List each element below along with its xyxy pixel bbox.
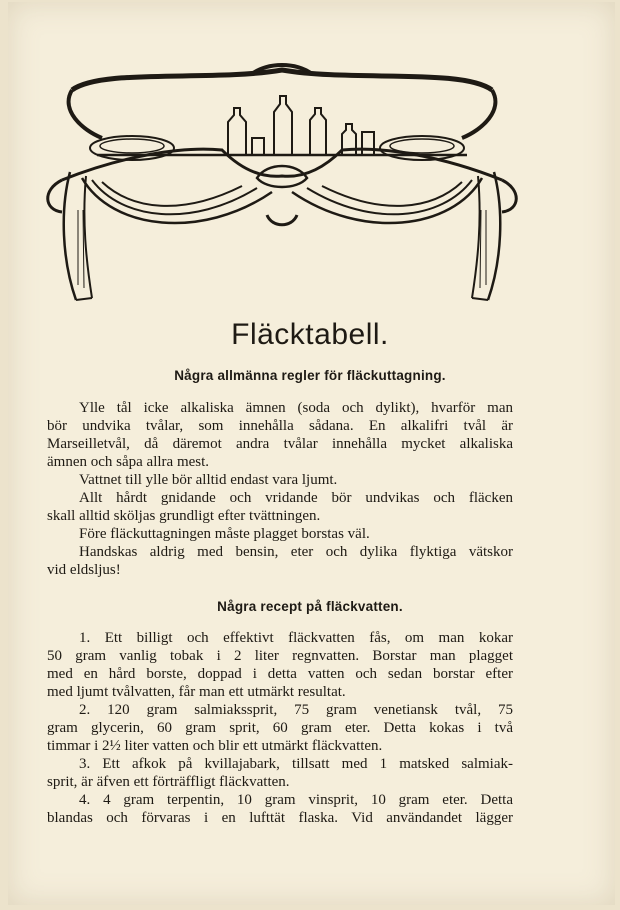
text-line: blandas och förvaras i en lufttät flaska. Vid användandet lägger <box>47 810 513 826</box>
text-line: Före fläckuttagningen måste plagget borstas väl. <box>79 526 370 542</box>
text-line: Allt hårdt gnidande och vridande bör undvikas och fläcken <box>79 490 513 506</box>
text-line: 50 gram vanlig tobak i 2 liter regnvatten. Borstar man plagget <box>47 648 513 664</box>
page-title: Fläcktabell. <box>231 318 389 351</box>
text-line: ämnen och såpa allra mest. <box>47 454 210 470</box>
text-line: Handskas aldrig med bensin, eter och dylika flyktiga vätskor <box>79 544 513 560</box>
text-line: Marseilletvål, då däremot andra tvålar innehålla mycket alkaliska <box>47 436 513 452</box>
section-heading-recipes: Några recept på fläckvatten. <box>217 599 403 614</box>
text-line: 3. Ett afkok på kvillajabark, tillsatt med 1 matsked salmiak- <box>79 756 513 772</box>
text-line: vid eldsljus! <box>47 562 121 578</box>
washstand-vignette-illustration <box>42 60 522 310</box>
text-line: Ylle tål icke alkaliska ämnen (soda och dylikt), hvarför man <box>79 400 513 416</box>
text-line: 2. 120 gram salmiakssprit, 75 gram venetiansk tvål, 75 <box>79 702 513 718</box>
text-line: skall alltid sköljas grundligt efter tvättningen. <box>47 508 321 524</box>
text-line: sprit, är äfven ett förträffligt fläckvatten. <box>47 774 290 790</box>
text-line: gram glycerin, 60 gram sprit, 60 gram eter. Detta kokas i två <box>47 720 513 736</box>
text-line: 1. Ett billigt och effektivt fläckvatten fås, om man kokar <box>79 630 513 646</box>
section-heading-rules: Några allmänna regler för fläckuttagning. <box>174 368 446 383</box>
text-line: timmar i 2½ liter vatten och blir ett utmärkt fläckvatten. <box>47 738 383 754</box>
recipes-text-block <box>47 629 513 827</box>
text-line: bör undvika tvålar, som innehålla sådana. En alkalifri tvål är <box>47 418 513 434</box>
text-line: Vattnet till ylle bör alltid endast vara ljumt. <box>79 472 338 488</box>
text-line: med en hård borste, doppad i detta vatten och sedan borstar efter <box>47 666 513 682</box>
rules-text-block <box>47 399 513 579</box>
text-line: med ljumt tvålvatten, får man ett utmärkt resultat. <box>47 684 346 700</box>
text-line: 4. 4 gram terpentin, 10 gram vinsprit, 10 gram eter. Detta <box>79 792 513 808</box>
